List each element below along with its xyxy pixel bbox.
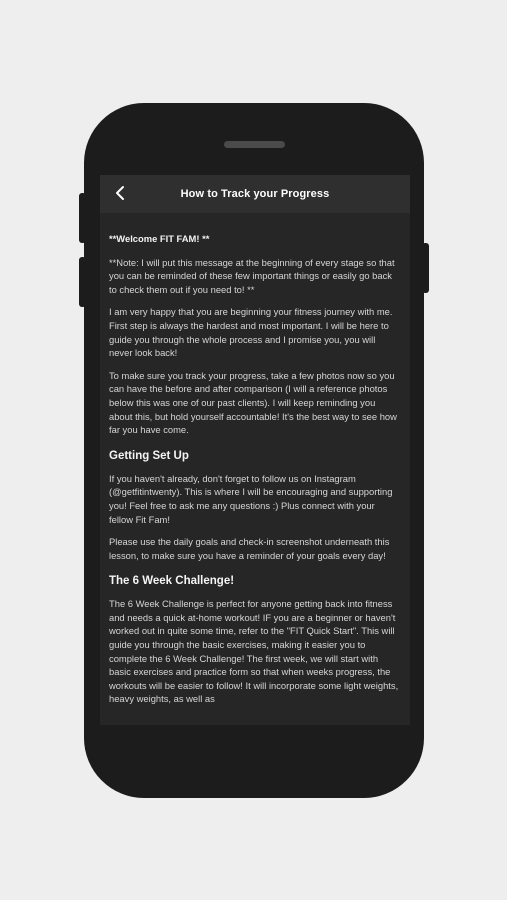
heading-getting-set-up: Getting Set Up xyxy=(109,449,189,462)
app-screen xyxy=(100,175,410,725)
phone-speaker xyxy=(224,141,285,148)
note-paragraph: **Note: I will put this message at the beginning of every stage so that you can be reminded of these few important things or easily go back to check them out if you need to! ** xyxy=(109,256,395,295)
app-header xyxy=(100,175,410,213)
setup-paragraph-daily-goals: Please use the daily goals and check-in screenshot underneath this lesson, to make sure you have a reminder of your goals every day! xyxy=(109,536,390,561)
welcome-text: **Welcome FIT FAM! ** xyxy=(109,233,210,244)
page-title: How to Track your Progress xyxy=(180,188,330,200)
chevron-left-icon xyxy=(115,185,125,201)
setup-paragraph-instagram: If you haven't already, don't forget to follow us on Instagram (@getfitintwenty). This is where I will be encouraging and supporting you! Feel free to ask me any questions :) Plus connect with your fellow Fit Fam! xyxy=(109,472,393,525)
track-paragraph: To make sure you track your progress, take a few photos now so you can have the before and after comparison (I will a reference photos below this was one of our past clients). I will keep reminding you about this, but hold yourself accountable! It's the best way to see how far you have come. xyxy=(109,369,397,436)
intro-paragraph: I am very happy that you are beginning your fitness journey with me. First step is always the hardest and most important. I will be here to guide you through the whole process and I promise you, you will never look back! xyxy=(109,306,393,359)
challenge-paragraph: The 6 Week Challenge is perfect for anyone getting back into fitness and needs a quick at-home workout! IF you are a beginner or haven't worked out in quite some time, refer to the "FIT Quick Start". This will guide you through the basic exercises, making it easier you to complete the 6 Week Challenge! The first week, we will start with basic exercises and practice form so that when weeks progress, the workouts will be easier to follow! It will incorporate some light weights, heavy weights, as well as xyxy=(109,598,399,705)
lesson-content[interactable] xyxy=(100,213,410,706)
back-button[interactable] xyxy=(108,180,132,206)
heading-6-week-challenge: The 6 Week Challenge! xyxy=(109,575,235,588)
